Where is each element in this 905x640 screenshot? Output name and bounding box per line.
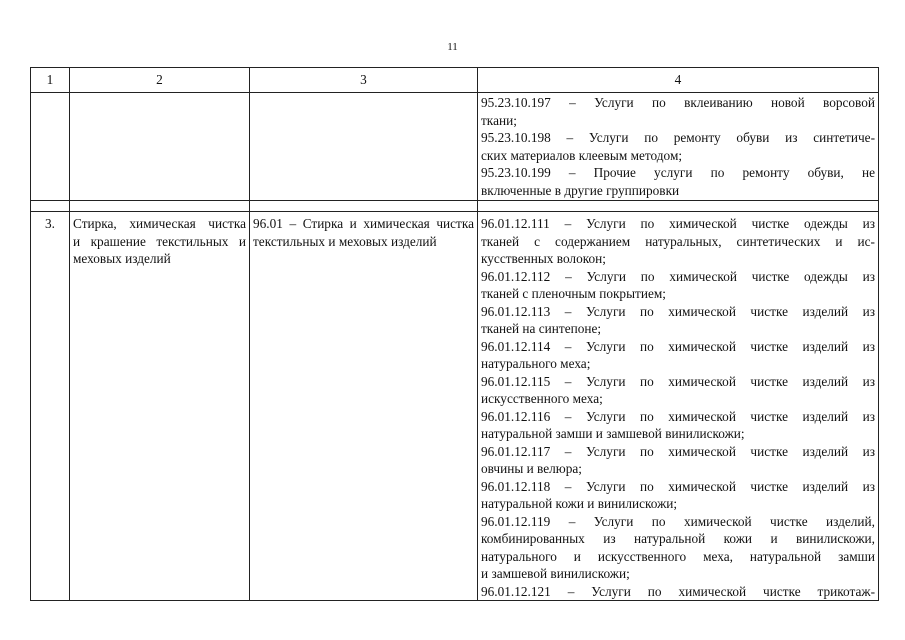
service-line: 96.01.12.114 – Услуги по химической чистке изделий из xyxy=(481,338,875,354)
service-line: 95.23.10.197 – Услуги по вклеиванию новой ворсовой xyxy=(481,95,875,110)
page-number: 11 xyxy=(447,41,458,53)
row-gap xyxy=(31,201,879,212)
service-line: включенные в другие группировки xyxy=(481,182,680,198)
service-line: натуральной замши и замшевой винилискожи; xyxy=(481,426,745,441)
okved-code-cell xyxy=(250,212,478,601)
column-header-3: 3 xyxy=(250,68,478,93)
column-header-1: 1 xyxy=(31,68,70,93)
okved-line: текстильных и меховых изделий xyxy=(253,233,437,249)
okved-line: 96.01 – Стирка и химическая чистка xyxy=(253,216,474,231)
service-line: 96.01.12.111 – Услуги по химической чистке одежды из xyxy=(481,216,875,231)
service-line: 95.23.10.199 – Прочие услуги по ремонту обуви, не xyxy=(481,165,875,180)
service-line: натурального меха; xyxy=(481,356,591,371)
service-line: искусственного меха; xyxy=(481,391,603,406)
continuation-row xyxy=(31,93,879,201)
service-line: натурального и искусственного меха, натуральной замши xyxy=(481,548,875,564)
service-line: 96.01.12.112 – Услуги по химической чистке одежды из xyxy=(481,268,875,284)
service-line: 96.01.12.119 – Услуги по химической чистке изделий, xyxy=(481,513,875,529)
activity-name-cell xyxy=(70,212,250,601)
service-line: кусственных волокон; xyxy=(481,251,606,266)
service-line: тканей с содержанием натуральных, синтетических и ис- xyxy=(481,233,875,249)
table-row-3 xyxy=(31,212,879,601)
service-line: натуральной кожи и винилискожи; xyxy=(481,496,678,511)
gap-cell xyxy=(31,201,70,212)
classification-table xyxy=(30,67,879,601)
service-line: 96.01.12.118 – Услуги по химической чистке изделий из xyxy=(481,478,875,494)
service-line: 96.01.12.117 – Услуги по химической чистке изделий из xyxy=(481,443,875,459)
okpd-services-cell xyxy=(478,212,879,601)
service-line: 96.01.12.115 – Услуги по химической чистке изделий из xyxy=(481,373,875,389)
gap-cell xyxy=(250,201,478,212)
continuation-code-cell xyxy=(250,93,478,201)
continuation-activity-cell xyxy=(70,93,250,201)
service-line: и замшевой винилискожи; xyxy=(481,566,630,581)
activity-line: Стирка, химическая чистка xyxy=(73,216,246,231)
row-number: 3. xyxy=(31,212,70,601)
table-header-row xyxy=(31,68,879,93)
service-line: ских материалов клеевым методом; xyxy=(481,147,683,163)
service-line: комбинированных из натуральной кожи и винилискожи, xyxy=(481,531,875,546)
column-header-4: 4 xyxy=(478,68,879,93)
column-header-2: 2 xyxy=(70,68,250,93)
service-line: 95.23.10.198 – Услуги по ремонту обуви из синтетиче- xyxy=(481,130,875,145)
gap-cell xyxy=(478,201,879,212)
service-line: тканей с пленочным покрытием; xyxy=(481,286,666,301)
service-line: овчины и велюра; xyxy=(481,461,582,476)
activity-line: и крашение текстильных и xyxy=(73,233,246,249)
activity-line: меховых изделий xyxy=(73,251,171,266)
service-line: 96.01.12.121 – Услуги по химической чистке трикотаж- xyxy=(481,583,875,599)
service-line: тканей на синтепоне; xyxy=(481,321,602,336)
gap-cell xyxy=(70,201,250,212)
service-line: ткани; xyxy=(481,112,517,128)
continuation-services-cell xyxy=(478,93,879,201)
service-line: 96.01.12.116 – Услуги по химической чистке изделий из xyxy=(481,408,875,424)
continuation-number-cell xyxy=(31,93,70,201)
service-line: 96.01.12.113 – Услуги по химической чистке изделий из xyxy=(481,303,875,319)
